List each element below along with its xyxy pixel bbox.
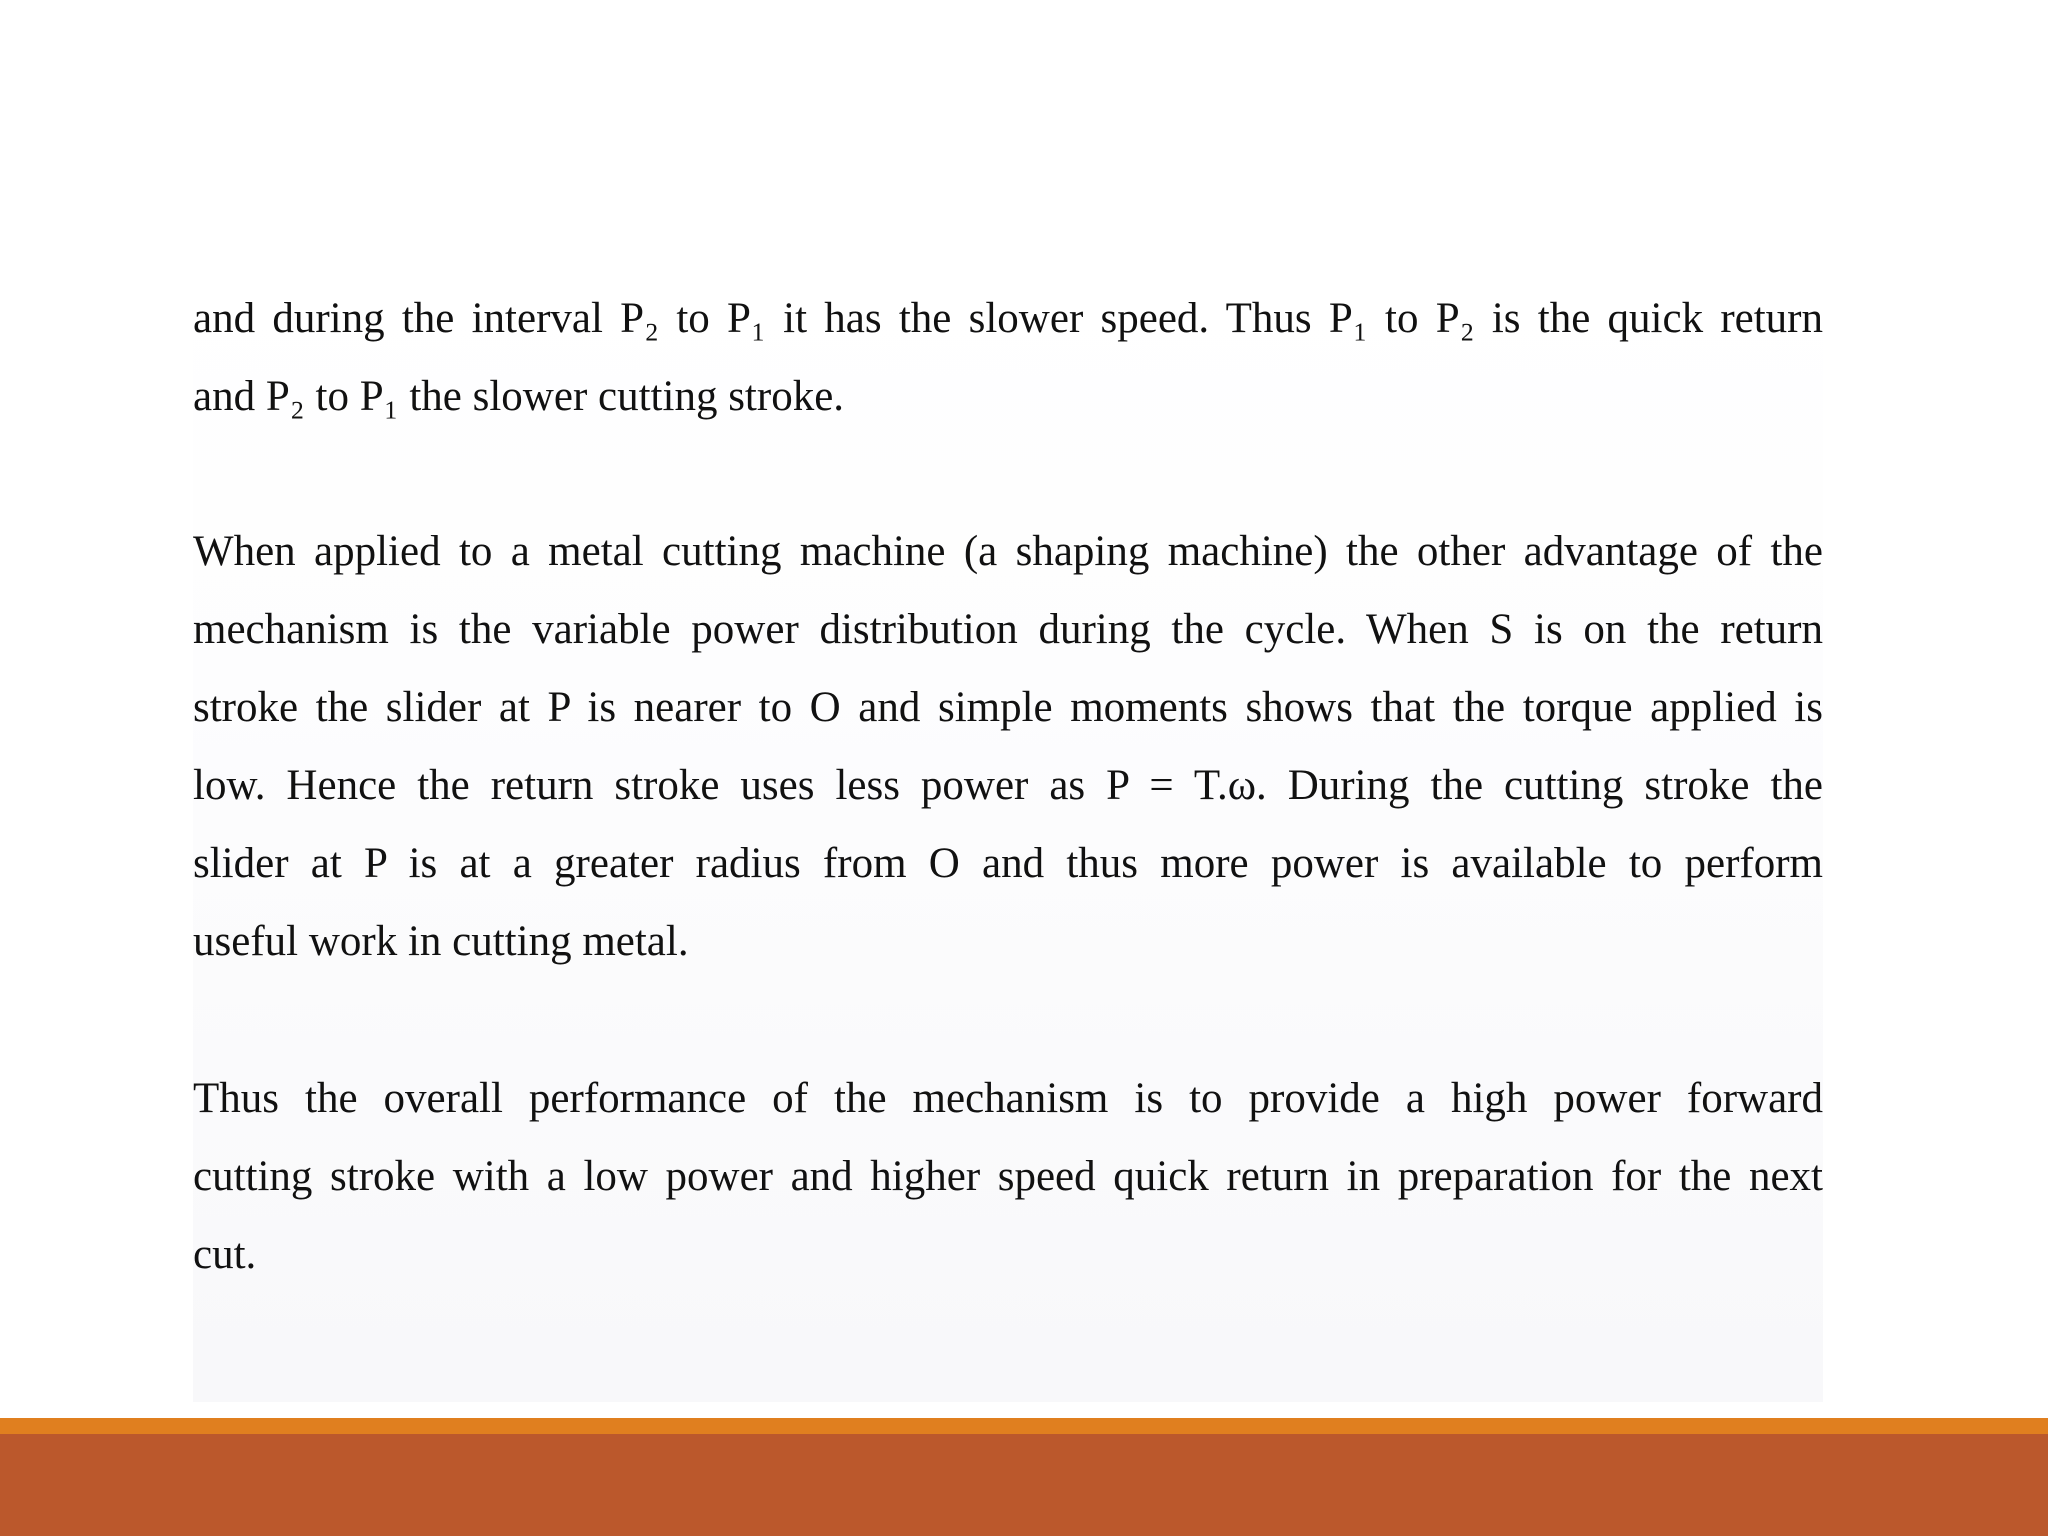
text-line: cutting stroke with a low power and higher speed quick return in preparation for the next <box>193 1153 1823 1200</box>
footer-accent-stripe <box>0 1418 2048 1434</box>
paragraph-quick-return <box>193 280 1823 436</box>
text-line: low. Hence the return stroke uses less power as P = T.ω. During the cutting stroke the <box>193 762 1823 809</box>
paragraph-overall-performance <box>193 1060 1823 1294</box>
text-line: slider at P is at a greater radius from O and thus more power is available to perform <box>193 840 1823 887</box>
text-line: and P₂ to P₁ the slower cutting stroke. <box>193 373 845 420</box>
footer-bar <box>0 1434 2048 1536</box>
text-line: stroke the slider at P is nearer to O and simple moments shows that the torque applied is <box>193 684 1823 731</box>
paragraph-power-distribution <box>193 513 1823 981</box>
text-line: useful work in cutting metal. <box>193 918 689 965</box>
text-line: cut. <box>193 1231 257 1278</box>
text-line: When applied to a metal cutting machine (a shaping machine) the other advantage of the <box>193 528 1823 575</box>
body-text-area <box>193 280 1823 1402</box>
text-line: and during the interval P₂ to P₁ it has the slower speed. Thus P₁ to P₂ is the quick return <box>193 295 1823 342</box>
text-line: mechanism is the variable power distribution during the cycle. When S is on the return <box>193 606 1823 653</box>
text-line: Thus the overall performance of the mechanism is to provide a high power forward <box>193 1075 1823 1122</box>
